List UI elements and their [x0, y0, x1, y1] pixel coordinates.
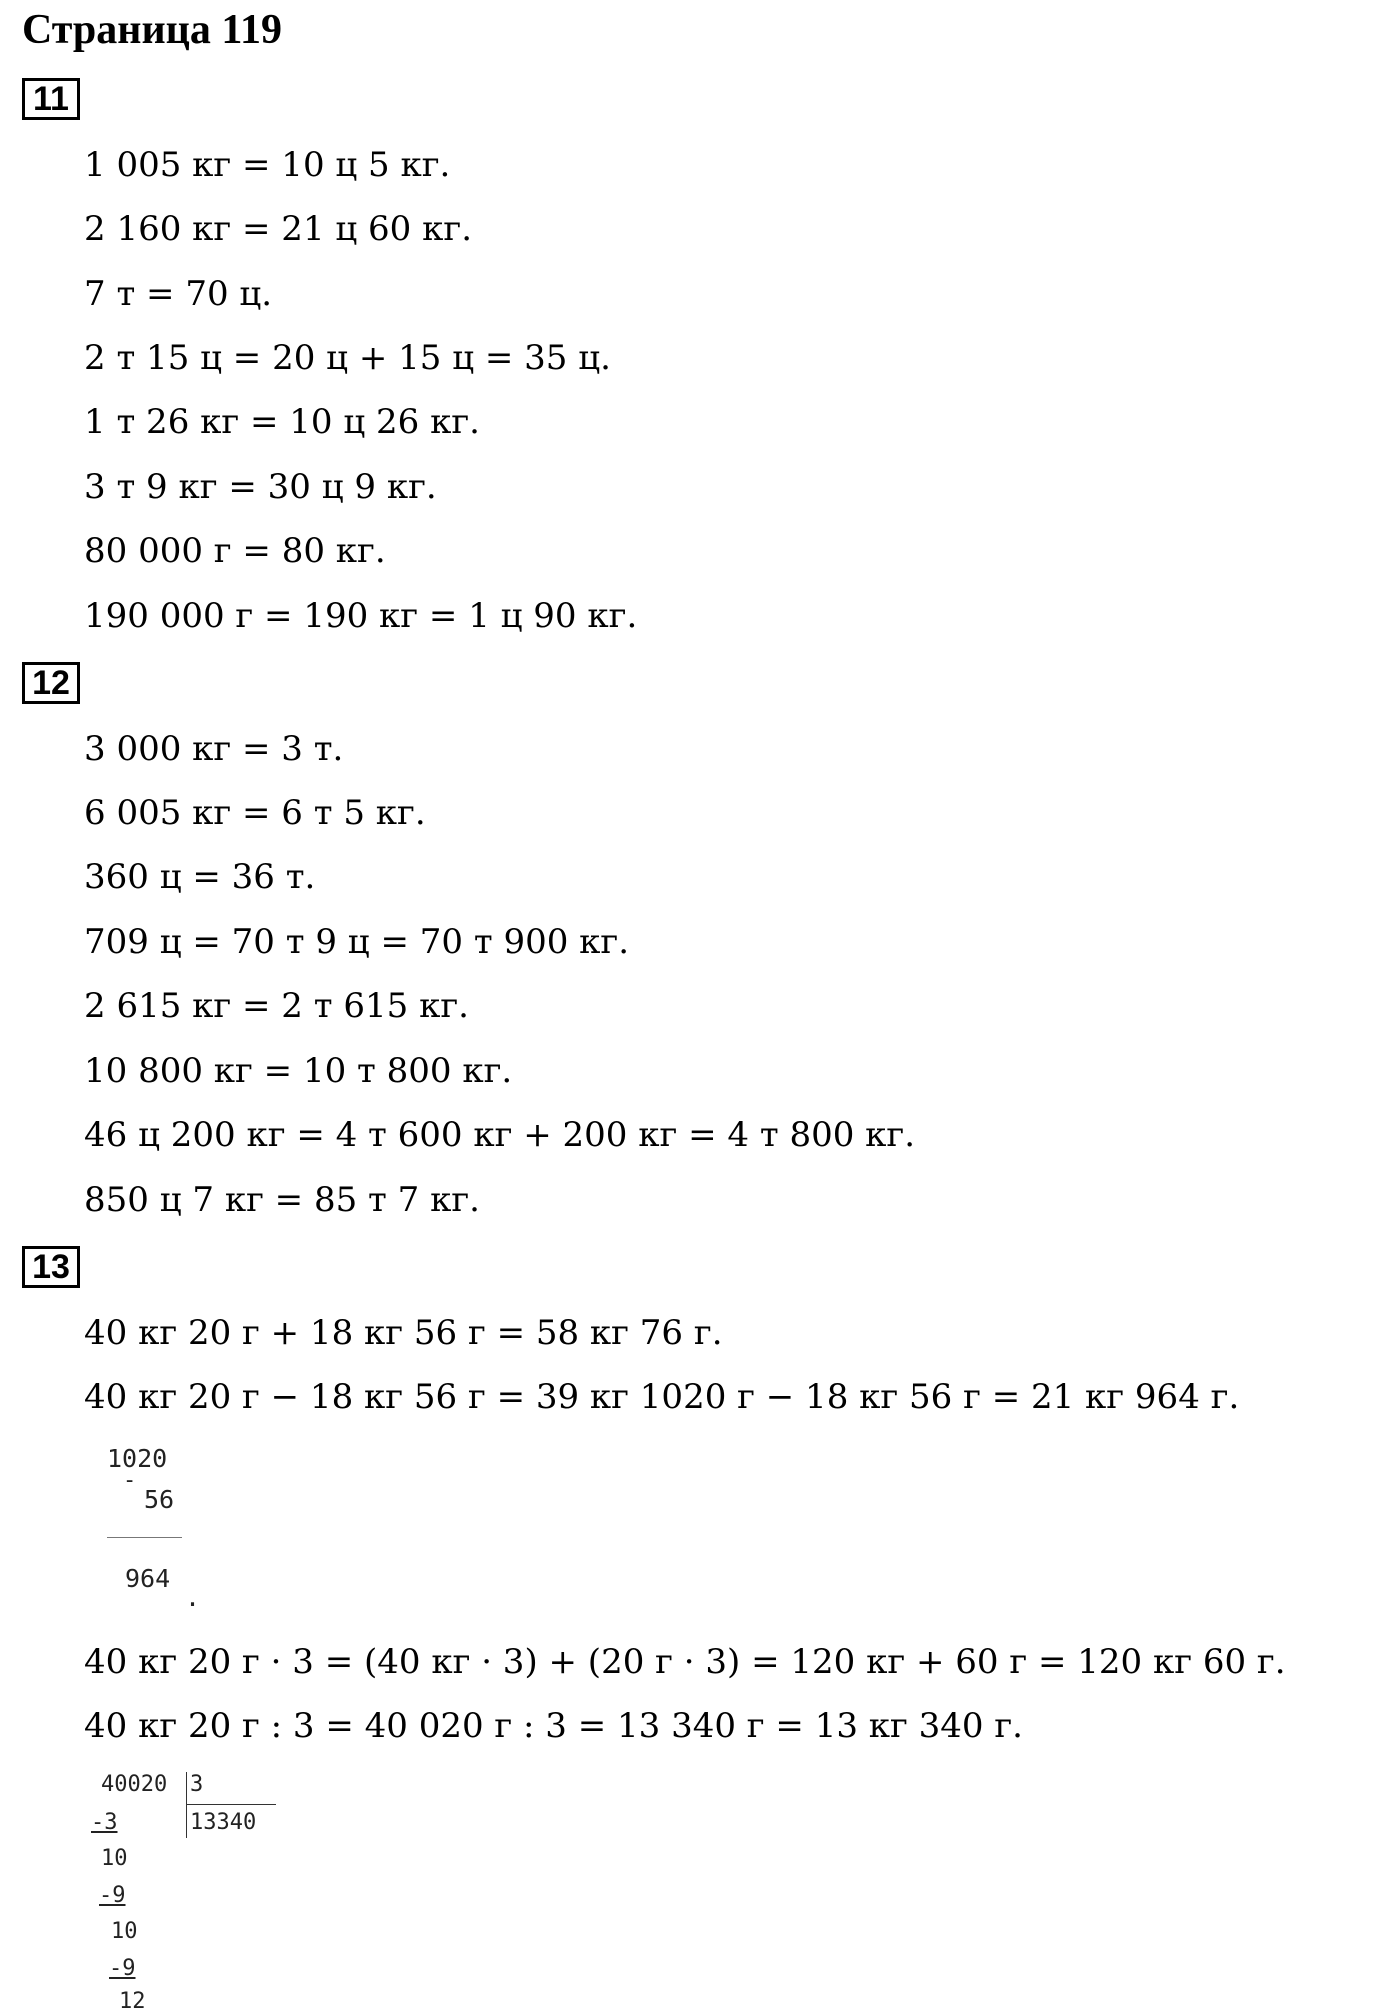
equation-line: 3 т 9 кг = 30 ц 9 кг. [84, 467, 437, 507]
minuend: 1020 [107, 1444, 168, 1473]
equation-line: 80 000 г = 80 кг. [84, 531, 386, 571]
division-step: -3 [91, 1810, 118, 1835]
page-title: Страница 119 [22, 7, 283, 53]
equation-line: 2 т 15 ц = 20 ц + 15 ц = 35 ц. [84, 338, 611, 378]
division-step: 10 [101, 1846, 128, 1871]
difference: 964 [125, 1564, 171, 1593]
equation-line: 40 кг 20 г − 18 кг 56 г = 39 кг 1020 г − 18 кг 56 г = 21 кг 964 г. [84, 1377, 1240, 1417]
equation-line: 709 ц = 70 т 9 ц = 70 т 900 кг. [84, 922, 630, 962]
equation-line: 10 800 кг = 10 т 800 кг. [84, 1051, 513, 1091]
equation-line: 2 160 кг = 21 ц 60 кг. [84, 209, 472, 249]
task-number-11: 11 [22, 78, 80, 120]
subtrahend: 56 [144, 1485, 175, 1514]
equation-line: 1 005 кг = 10 ц 5 кг. [84, 145, 451, 185]
division-step: -9 [99, 1883, 126, 1908]
equation-line: 850 ц 7 кг = 85 т 7 кг. [84, 1180, 480, 1220]
equation-line: 40 кг 20 г · 3 = (40 кг · 3) + (20 г · 3) = 120 кг + 60 г = 120 кг 60 г. [84, 1642, 1286, 1682]
equation-line: 190 000 г = 190 кг = 1 ц 90 кг. [84, 596, 638, 636]
task-number-12: 12 [22, 662, 80, 704]
minus-sign: - [123, 1468, 137, 1493]
division-step: -9 [109, 1956, 136, 1981]
equation-line: 40 кг 20 г : 3 = 40 020 г : 3 = 13 340 г = 13 кг 340 г. [84, 1706, 1023, 1746]
equation-line: 46 ц 200 кг = 4 т 600 кг + 200 кг = 4 т 800 кг. [84, 1115, 916, 1155]
division-step: 12 [119, 1989, 146, 2014]
equation-line: 1 т 26 кг = 10 ц 26 кг. [84, 402, 480, 442]
equation-line: 40 кг 20 г + 18 кг 56 г = 58 кг 76 г. [84, 1313, 723, 1353]
division-bar-vertical [186, 1772, 187, 1838]
equation-line: 2 615 кг = 2 т 615 кг. [84, 986, 469, 1026]
task-number-13: 13 [22, 1246, 80, 1288]
result-divider [107, 1537, 182, 1538]
trailing-dot: . [185, 1583, 201, 1612]
divisor: 3 [190, 1772, 204, 1797]
equation-line: 7 т = 70 ц. [84, 274, 273, 314]
equation-line: 3 000 кг = 3 т. [84, 729, 344, 769]
division-step: 10 [111, 1919, 138, 1944]
quotient: 13340 [190, 1810, 257, 1835]
equation-line: 6 005 кг = 6 т 5 кг. [84, 793, 426, 833]
division-bar-horizontal [186, 1804, 276, 1805]
dividend: 40020 [101, 1772, 168, 1797]
equation-line: 360 ц = 36 т. [84, 857, 316, 897]
